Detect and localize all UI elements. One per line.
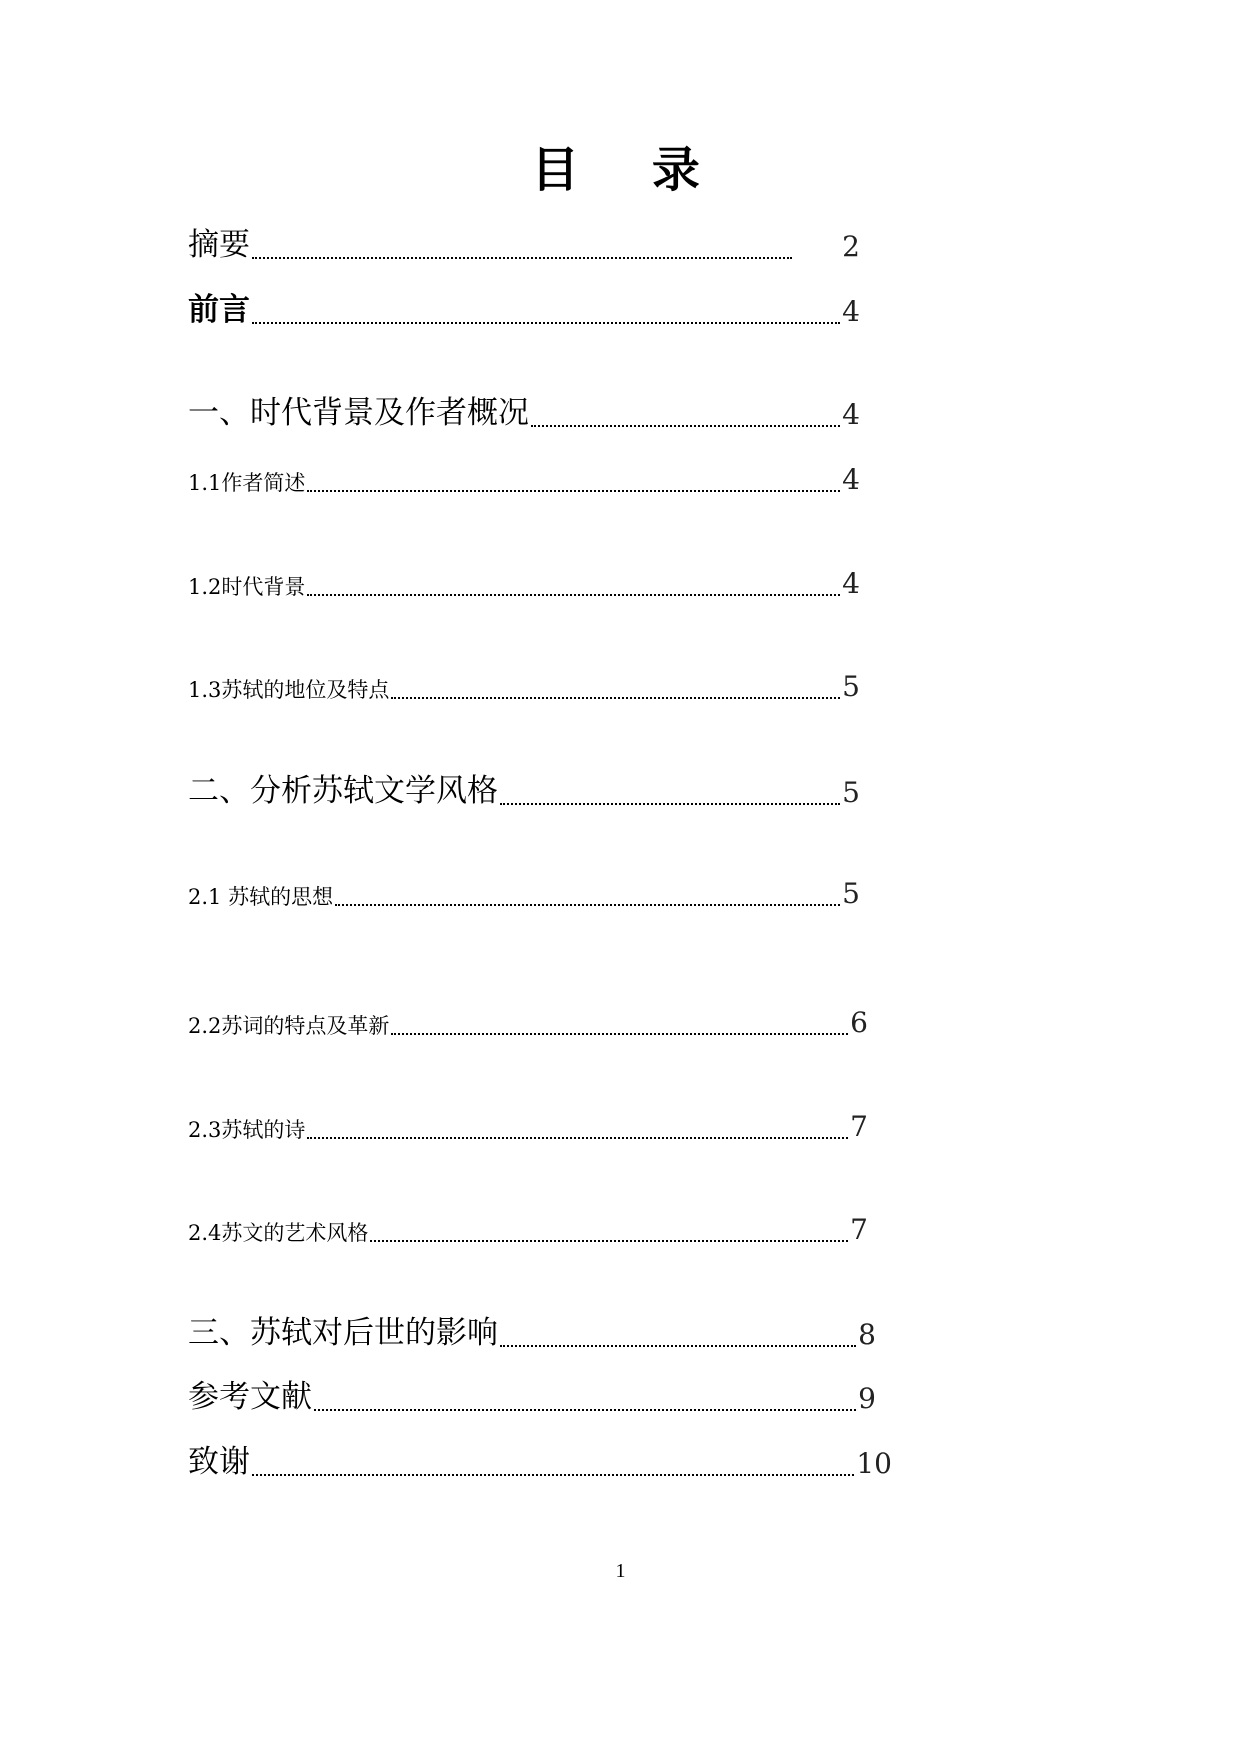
toc-entry-label: 一、时代背景及作者概况 — [188, 395, 529, 431]
toc-entry-acknowledgements[interactable] — [188, 1444, 892, 1480]
toc-entry-section-1-3[interactable] — [188, 670, 860, 703]
toc-entry-section-2-2[interactable] — [188, 1006, 868, 1039]
toc-entry-label: 摘要 — [188, 227, 250, 263]
toc-entry-label: 2.3苏轼的诗 — [188, 1118, 306, 1142]
toc-entry-page: 4 — [842, 398, 860, 431]
toc-entry-label: 二、分析苏轼文学风格 — [188, 773, 498, 809]
toc-entry-page: 4 — [842, 295, 860, 328]
toc-dot-leader — [314, 1409, 856, 1411]
toc-entry-label: 2.1 苏轼的思想 — [188, 885, 334, 909]
toc-entry-page: 8 — [858, 1318, 876, 1351]
toc-entry-section-2-1[interactable] — [188, 877, 860, 910]
toc-entry-chapter-3[interactable] — [188, 1315, 876, 1351]
toc-entry-section-1-1[interactable] — [188, 463, 860, 496]
toc-entry-section-2-4[interactable] — [188, 1213, 868, 1246]
toc-entry-abstract[interactable] — [188, 227, 860, 263]
toc-entry-page: 7 — [850, 1213, 868, 1246]
toc-dot-leader — [391, 1033, 848, 1035]
toc-entry-label: 2.2苏词的特点及革新 — [188, 1014, 390, 1038]
toc-entry-page: 4 — [842, 567, 860, 600]
toc-entry-page: 5 — [842, 670, 860, 703]
toc-dot-leader — [252, 322, 840, 324]
toc-dot-leader — [252, 1474, 854, 1476]
toc-entry-page: 4 — [842, 463, 860, 496]
toc-entry-page: 9 — [858, 1382, 876, 1415]
toc-entry-references[interactable] — [188, 1379, 876, 1415]
toc-entry-label: 三、苏轼对后世的影响 — [188, 1315, 498, 1351]
toc-entry-page: 10 — [856, 1447, 892, 1480]
toc-title: 目 录 — [531, 142, 728, 198]
toc-entry-page: 7 — [850, 1110, 868, 1143]
toc-dot-leader — [500, 803, 840, 805]
toc-entry-section-2-3[interactable] — [188, 1110, 868, 1143]
toc-dot-leader — [252, 257, 792, 259]
toc-entry-chapter-1[interactable] — [188, 395, 860, 431]
toc-entry-label: 2.4苏文的艺术风格 — [188, 1221, 369, 1245]
toc-entry-label: 致谢 — [188, 1444, 250, 1480]
toc-dot-leader — [531, 425, 840, 427]
toc-dot-leader — [335, 904, 840, 906]
toc-entry-label: 1.1作者简述 — [188, 471, 306, 495]
toc-entry-chapter-2[interactable] — [188, 773, 860, 809]
toc-entry-label: 1.2时代背景 — [188, 575, 306, 599]
toc-entry-page: 5 — [842, 877, 860, 910]
toc-entry-preface[interactable] — [188, 292, 860, 328]
toc-entry-label: 前言 — [188, 292, 250, 328]
toc-entry-page: 6 — [850, 1006, 868, 1039]
toc-entry-label: 1.3苏轼的地位及特点 — [188, 678, 390, 702]
toc-entry-section-1-2[interactable] — [188, 567, 860, 600]
toc-dot-leader — [370, 1240, 848, 1242]
toc-dot-leader — [307, 594, 840, 596]
toc-entry-page: 2 — [842, 230, 860, 263]
toc-dot-leader — [307, 490, 840, 492]
toc-dot-leader — [391, 697, 840, 699]
toc-dot-leader — [500, 1345, 856, 1347]
toc-entry-page: 5 — [842, 776, 860, 809]
toc-entry-label: 参考文献 — [188, 1379, 312, 1415]
toc-dot-leader — [307, 1137, 848, 1139]
page-number: 1 — [615, 1560, 626, 1582]
